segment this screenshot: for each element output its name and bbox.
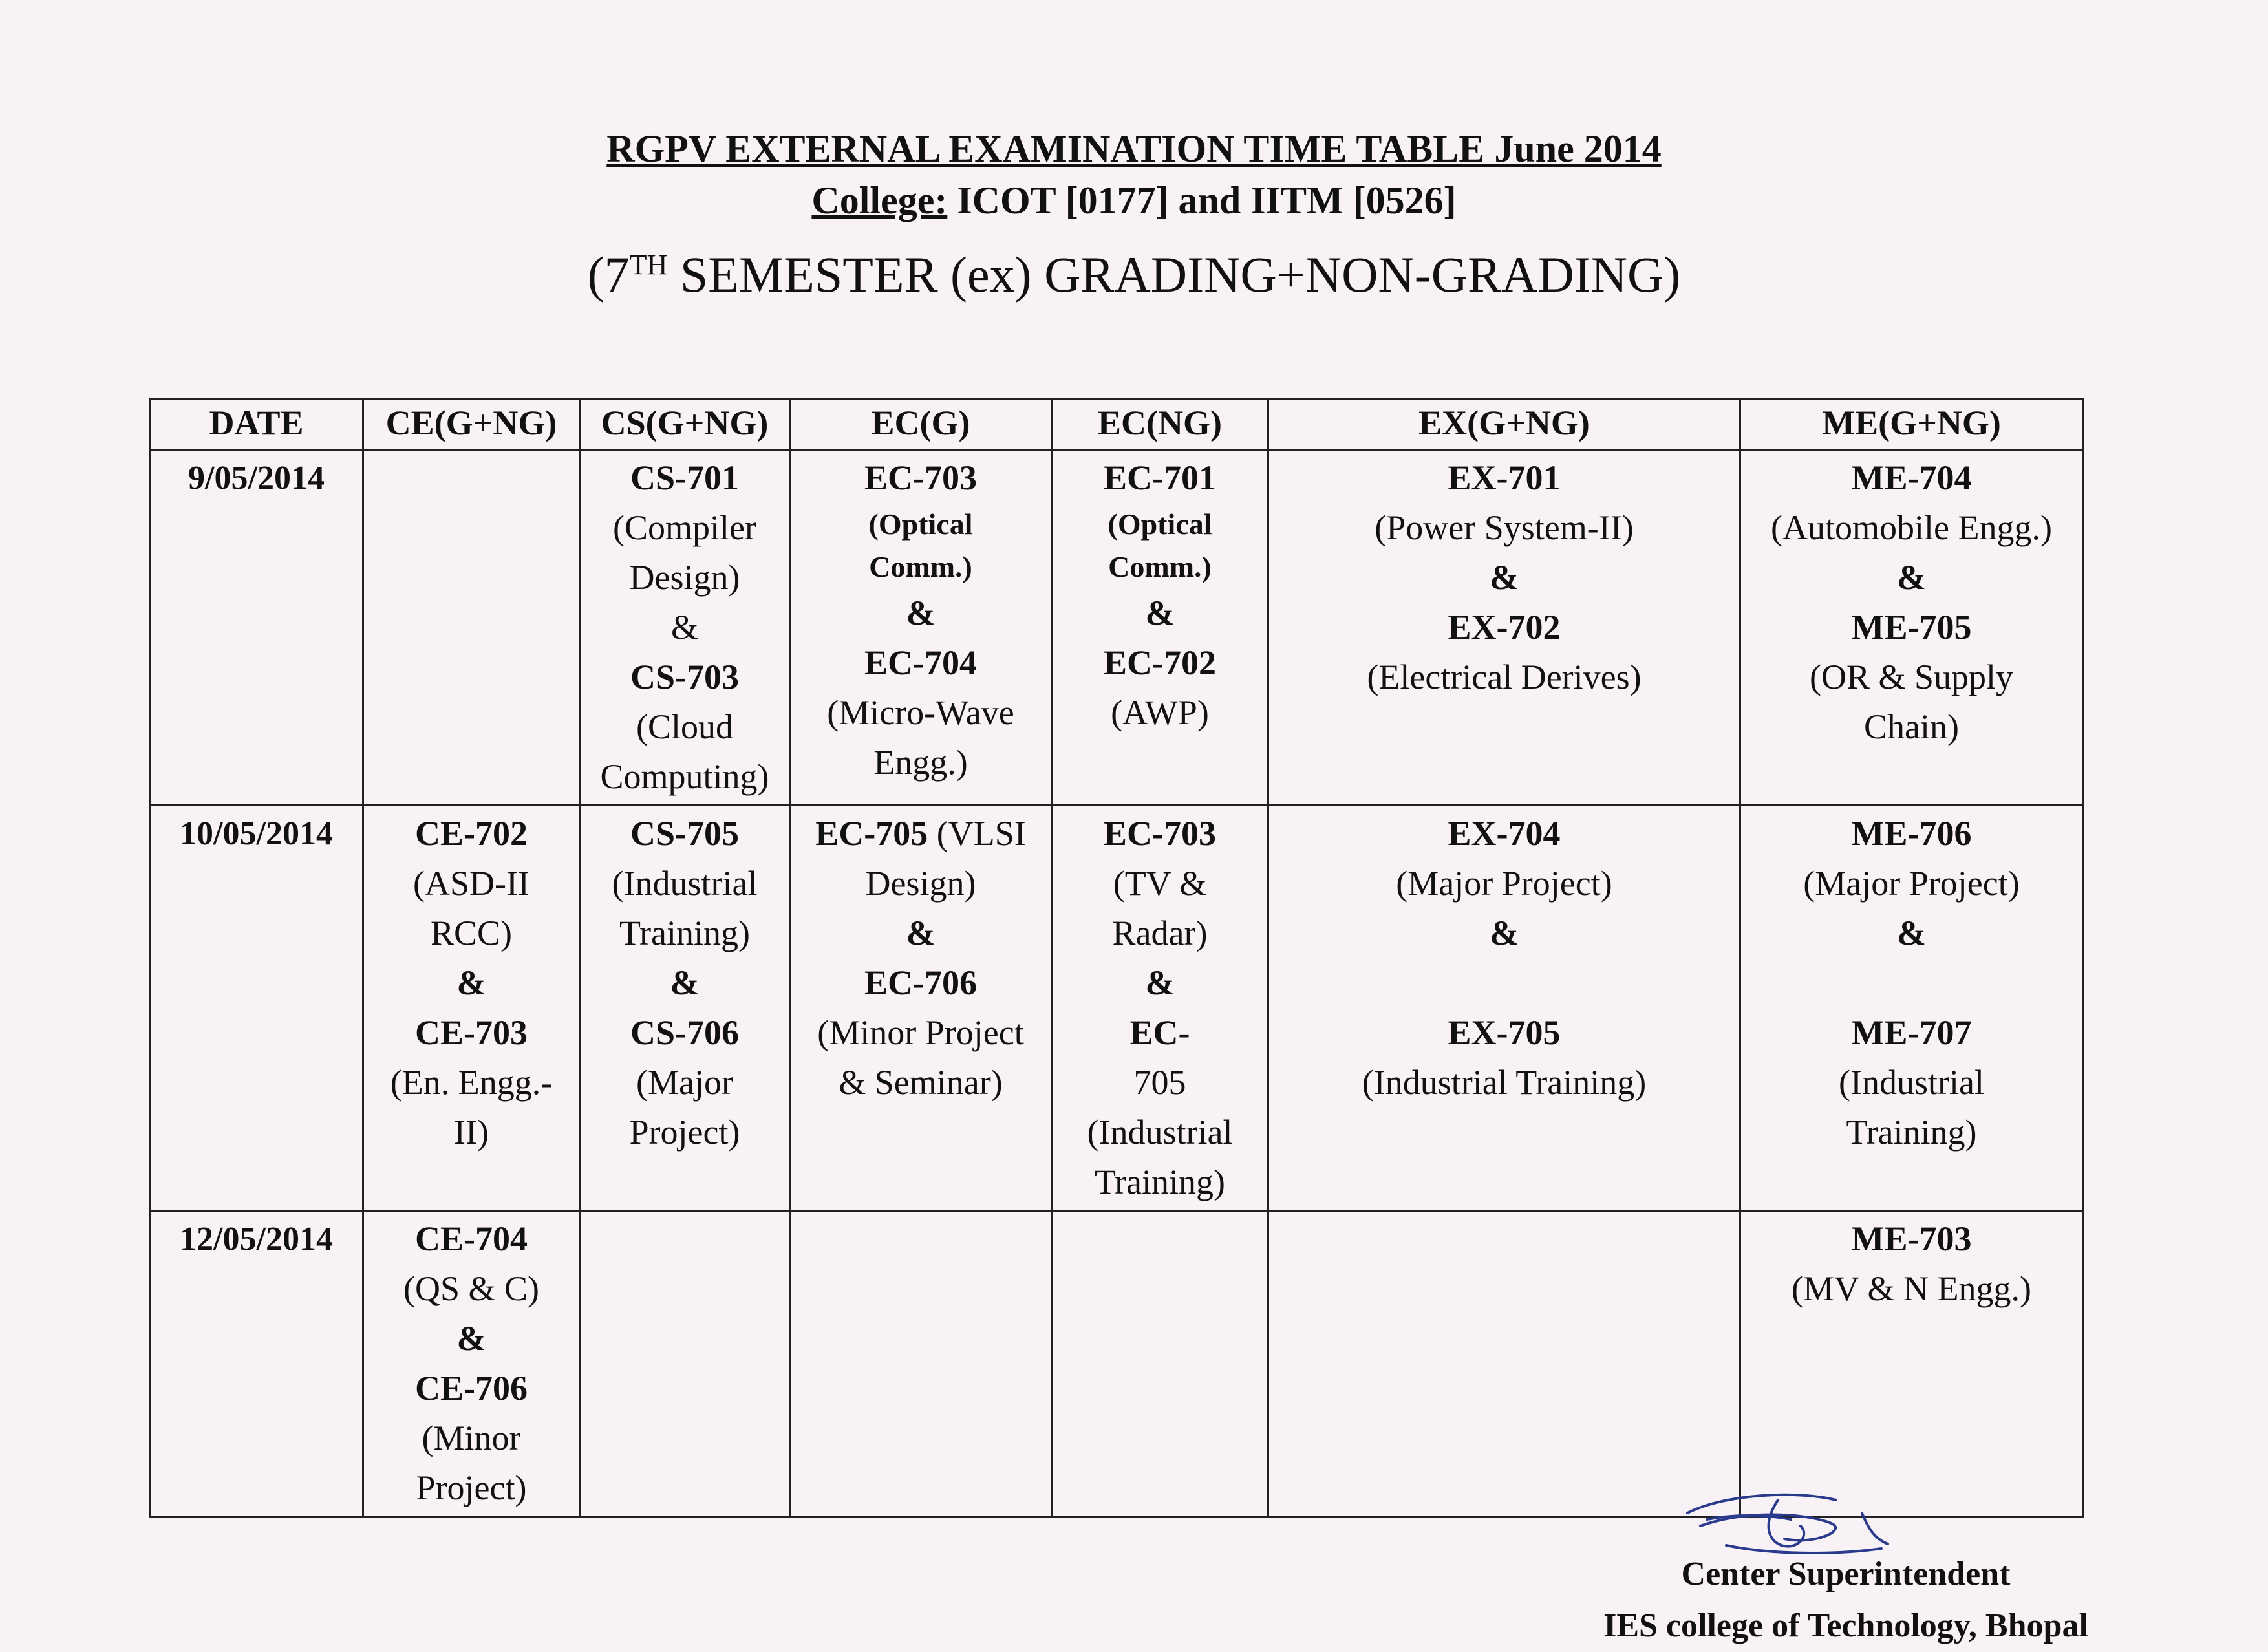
col-header-cs: CS(G+NG): [580, 399, 790, 450]
course-title: (Major: [636, 1063, 733, 1102]
course-title: Design): [629, 558, 740, 597]
course-code: ME-706: [1851, 814, 1972, 853]
course-code: ME-704: [1851, 458, 1972, 497]
course-title: Training): [1094, 1163, 1226, 1201]
col-header-ex: EX(G+NG): [1268, 399, 1740, 450]
col-header-ec-g: EC(G): [790, 399, 1052, 450]
course-code: EX-704: [1448, 814, 1561, 853]
course-code: EC-706: [864, 963, 977, 1002]
course-code: EC-704: [864, 643, 977, 682]
course-title: (Industrial: [1087, 1113, 1233, 1152]
cell-ec-g: [790, 450, 1052, 806]
blank-line: [1745, 958, 2078, 1008]
course-code: EX-702: [1448, 608, 1561, 647]
course-code: ME-705: [1851, 608, 1972, 647]
course-title: Engg.): [873, 743, 968, 782]
course-title: (Minor Project: [817, 1013, 1024, 1052]
course-code: CS-703: [630, 658, 739, 696]
course-title: (Power System-II): [1375, 508, 1634, 547]
course-title: (Major Project): [1396, 864, 1612, 903]
course-title: (Major Project): [1803, 864, 2020, 903]
course-title: &: [670, 608, 698, 647]
course-title: (Electrical Derives): [1367, 658, 1642, 696]
course-title: (VLSI: [928, 814, 1026, 853]
semester-line: [0, 226, 2268, 314]
course-code: EX-701: [1448, 458, 1561, 497]
course-code: ME-703: [1851, 1219, 1972, 1258]
header-row: [150, 399, 2083, 450]
ampersand: &: [1145, 594, 1175, 632]
course-title: II): [454, 1113, 489, 1152]
course-title: Project): [629, 1113, 740, 1152]
ampersand: &: [670, 963, 700, 1002]
course-code: EC-703: [864, 458, 977, 497]
course-title: (Industrial: [1839, 1063, 1984, 1102]
col-header-me: ME(G+NG): [1740, 399, 2083, 450]
ampersand: &: [906, 914, 936, 952]
course-title: (Compiler: [613, 508, 756, 547]
course-title: (Minor: [422, 1419, 521, 1457]
signatory-institution: IES college of Technology, Bhopal: [1603, 1607, 2088, 1644]
course-code: CE-706: [415, 1369, 528, 1408]
course-title: RCC): [430, 914, 513, 952]
cell-ec-g: [790, 806, 1052, 1211]
course-code: EX-705: [1448, 1013, 1561, 1052]
course-title: Training): [1846, 1113, 1977, 1152]
course-code: ME-707: [1851, 1013, 1972, 1052]
course-title: (Optical: [1107, 508, 1212, 541]
course-code: EC-703: [1104, 814, 1216, 853]
ampersand: &: [1490, 558, 1519, 597]
cell-ex: [1268, 450, 1740, 806]
ampersand: &: [1490, 914, 1519, 952]
ampersand: &: [1145, 963, 1175, 1002]
college-line: [0, 175, 2268, 226]
course-title: Project): [416, 1468, 527, 1507]
ampersand: &: [456, 1319, 486, 1358]
course-code: CE-703: [415, 1013, 528, 1052]
course-code: EC-701: [1104, 458, 1216, 497]
cell-ce: [363, 806, 580, 1211]
course-title: (Industrial Training): [1362, 1063, 1647, 1102]
cell-ex: [1268, 806, 1740, 1211]
course-title: (OR & Supply: [1809, 658, 2014, 696]
col-header-date: DATE: [150, 399, 363, 450]
cell-me: [1740, 450, 2083, 806]
course-title: (Automobile Engg.): [1771, 508, 2052, 547]
ampersand: &: [1897, 914, 1926, 952]
signature-block: [1474, 1549, 2218, 1652]
course-code: CE-702: [415, 814, 528, 853]
course-title: (AWP): [1111, 693, 1209, 732]
course-line: [795, 809, 1047, 859]
document-title: RGPV EXTERNAL EXAMINATION TIME TABLE June 2014: [606, 127, 1662, 170]
col-header-ce: CE(G+NG): [363, 399, 580, 450]
cell-ec-g: [790, 1211, 1052, 1517]
cell-me: [1740, 1211, 2083, 1517]
course-code: CE-704: [415, 1219, 528, 1258]
course-title: Comm.): [869, 550, 972, 583]
cell-cs: [580, 450, 790, 806]
course-title: Radar): [1112, 914, 1208, 952]
semester-post: SEMESTER (ex) GRADING+NON-GRADING): [667, 246, 1681, 303]
course-title: (MV & N Engg.): [1792, 1269, 2031, 1308]
course-code: EC-: [1129, 1013, 1190, 1052]
table-row: [150, 806, 2083, 1211]
college-value: ICOT [0177] and IITM [0526]: [947, 179, 1457, 222]
course-title: (Industrial: [612, 864, 758, 903]
ampersand: &: [906, 594, 936, 632]
table-row: [150, 450, 2083, 806]
course-title: (ASD-II: [413, 864, 530, 903]
course-code: CS-701: [630, 458, 739, 497]
course-title: (TV &: [1113, 864, 1207, 903]
course-title: Chain): [1864, 707, 1959, 746]
timetable: [149, 398, 2084, 1518]
cell-ec-ng: [1052, 1211, 1268, 1517]
course-code: EC-702: [1104, 643, 1216, 682]
cell-ce: [363, 1211, 580, 1517]
cell-ce: [363, 450, 580, 806]
course-code: CS-706: [630, 1013, 739, 1052]
blank-line: [1273, 958, 1735, 1008]
course-title: Training): [619, 914, 751, 952]
course-title: (Optical: [868, 508, 973, 541]
course-title: Design): [865, 864, 976, 903]
course-title: (Micro-Wave: [827, 693, 1014, 732]
course-title: & Seminar): [839, 1063, 1003, 1102]
table-row: [150, 1211, 2083, 1517]
course-title: Computing): [600, 757, 769, 796]
cell-cs: [580, 806, 790, 1211]
course-title: (En. Engg.-: [390, 1063, 553, 1102]
semester-sup: TH: [629, 249, 668, 281]
course-title: Comm.): [1108, 550, 1212, 583]
course-title: 705: [1133, 1063, 1186, 1102]
date-cell: 12/05/2014: [150, 1211, 363, 1517]
document-header: [0, 123, 2268, 314]
date-cell: 9/05/2014: [150, 450, 363, 806]
course-code: CS-705: [630, 814, 739, 853]
college-label: College:: [811, 179, 948, 222]
course-code: EC-705: [815, 814, 928, 853]
col-header-ec-ng: EC(NG): [1052, 399, 1268, 450]
cell-ec-ng: [1052, 450, 1268, 806]
cell-me: [1740, 806, 2083, 1211]
course-title: (Cloud: [636, 707, 733, 746]
course-title: (QS & C): [403, 1269, 539, 1308]
ampersand: &: [456, 963, 486, 1002]
cell-ex: [1268, 1211, 1740, 1517]
cell-cs: [580, 1211, 790, 1517]
ampersand: &: [1897, 558, 1926, 597]
signatory-role: Center Superintendent: [1681, 1556, 2011, 1593]
date-cell: 10/05/2014: [150, 806, 363, 1211]
cell-ec-ng: [1052, 806, 1268, 1211]
semester-pre: (7: [587, 246, 630, 303]
